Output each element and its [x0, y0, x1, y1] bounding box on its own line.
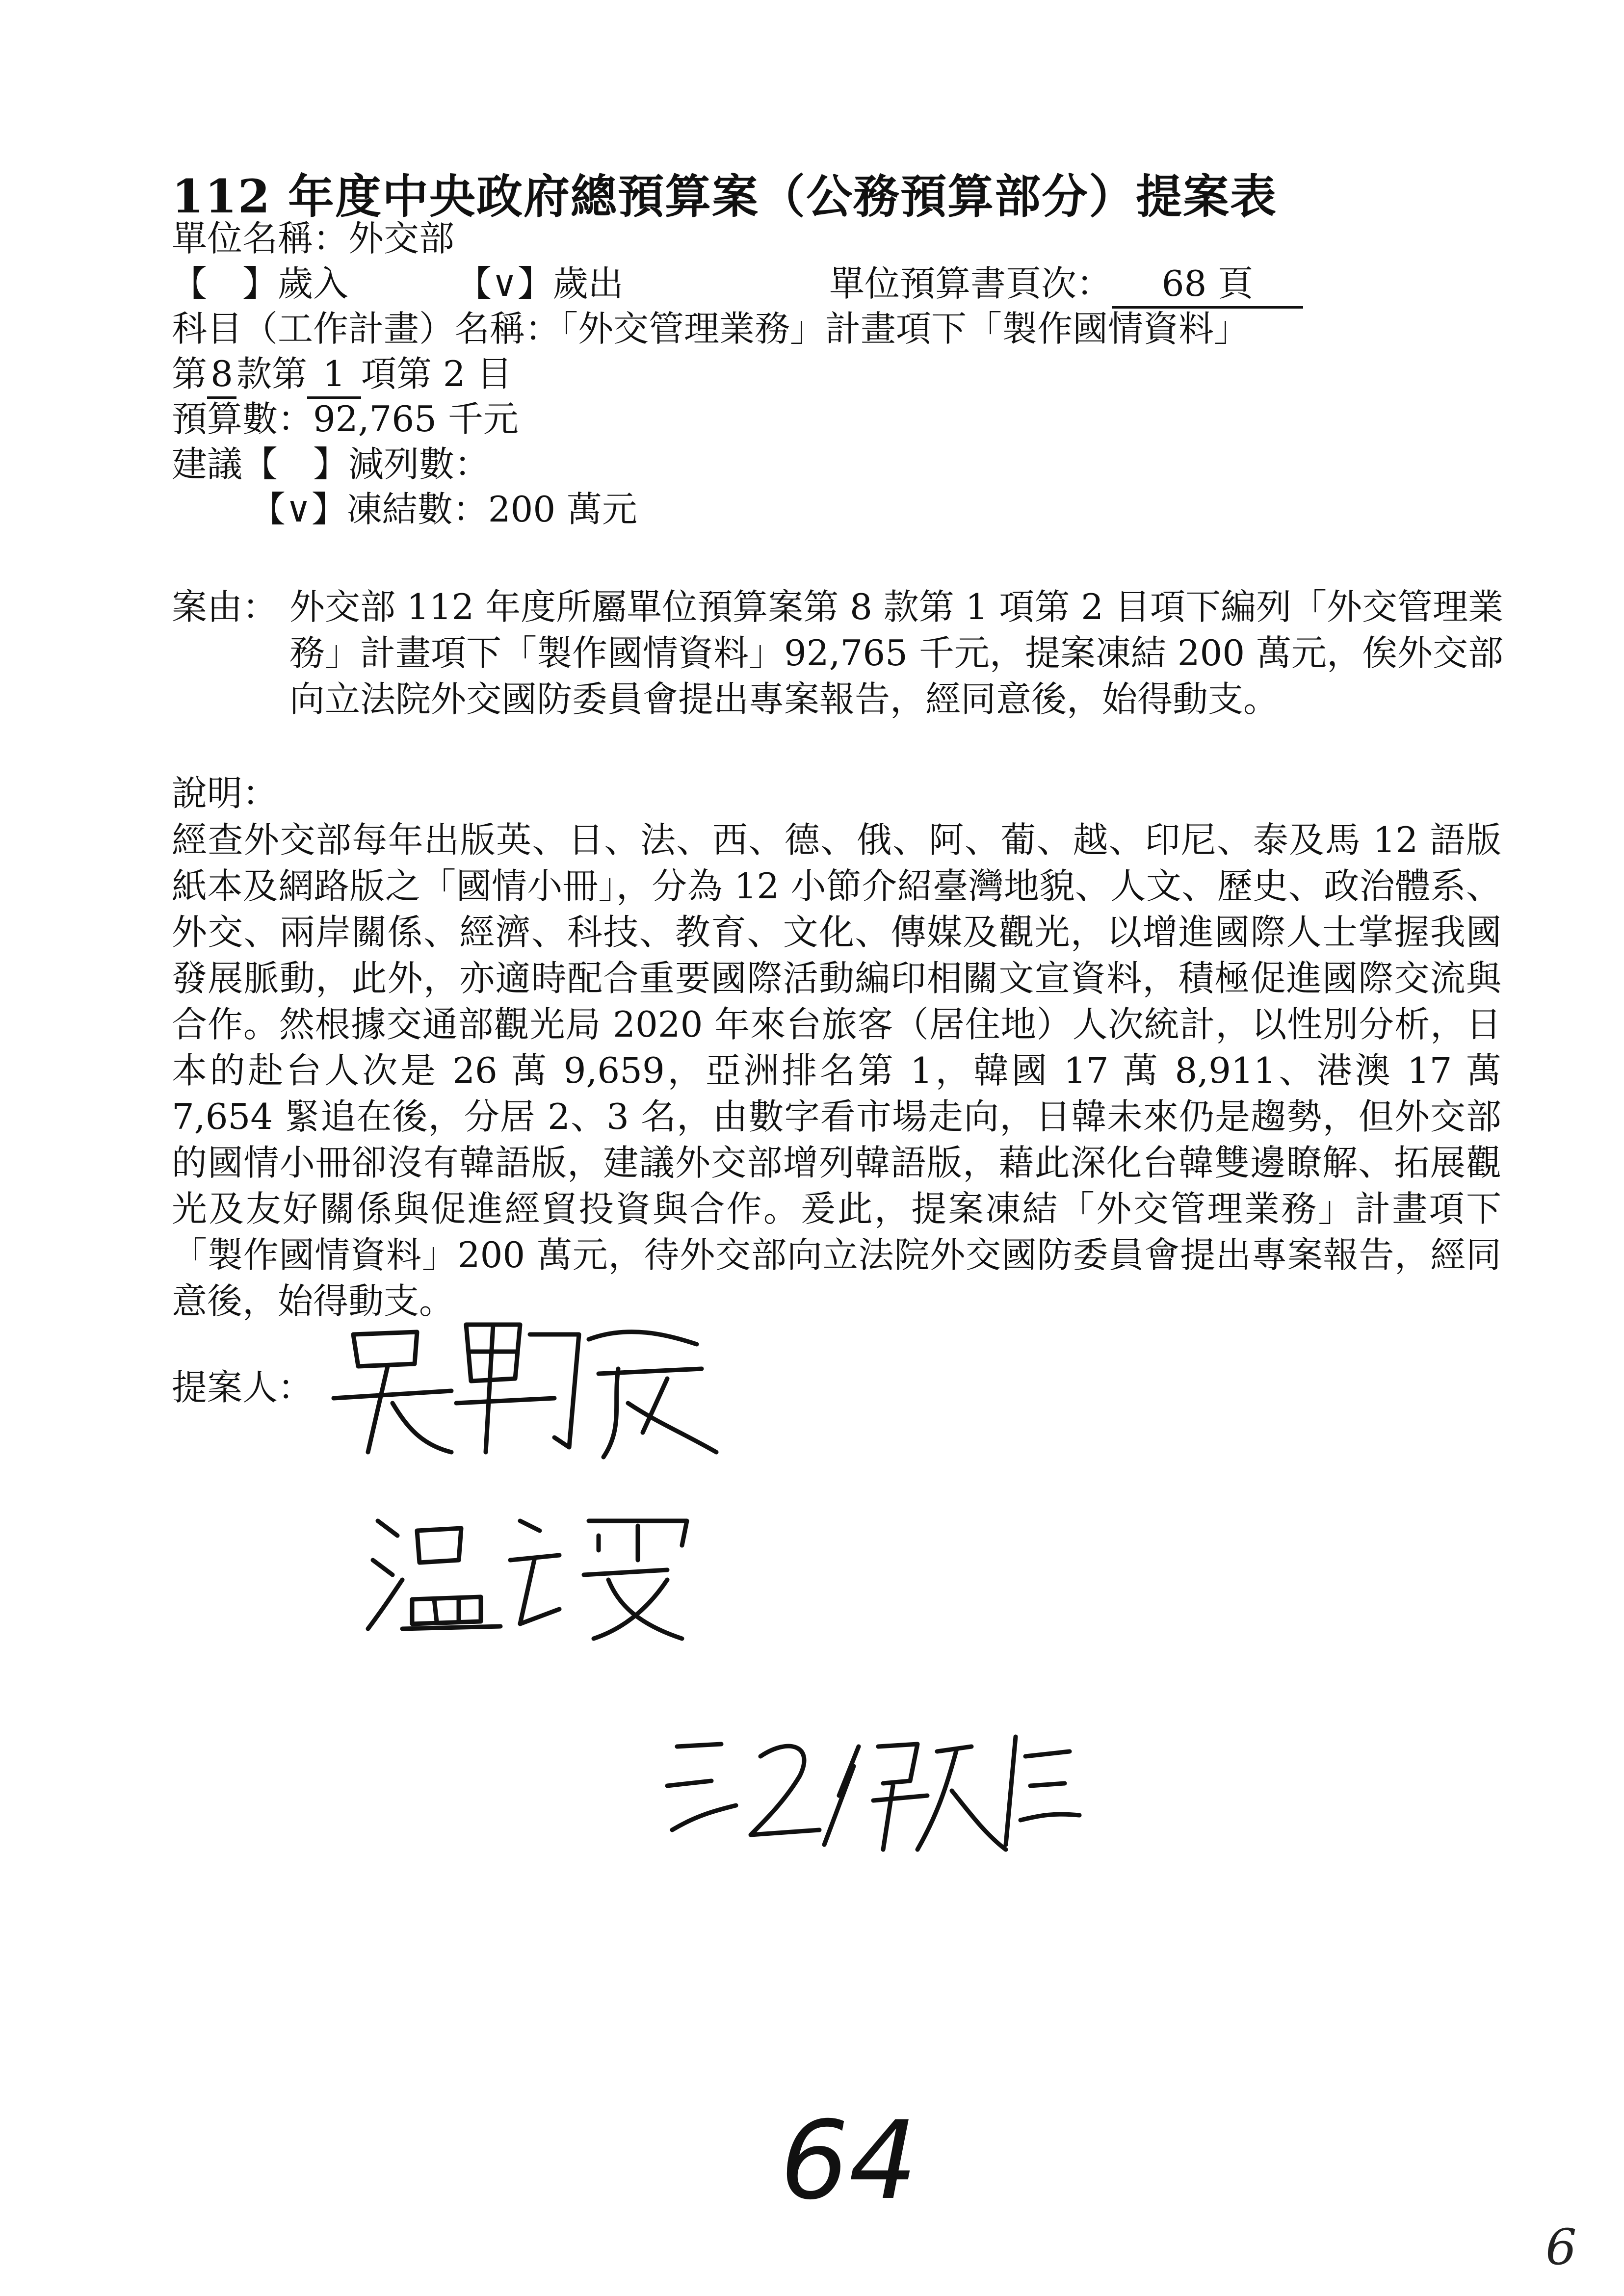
- explanation-label: 說明：: [172, 773, 278, 814]
- suggest-freeze: 【∨】凍結數：200 萬元: [250, 489, 638, 530]
- signature-2: [363, 1501, 716, 1648]
- section-line: [172, 351, 512, 399]
- budget-page-value: 68 頁: [1112, 261, 1303, 309]
- reason-text: 外交部 112 年度所屬單位預算案第 8 款第 1 項第 2 目項下編列「外交管理業務」計畫項下「製作國情資料」92,765 千元，提案凍結 200 萬元，俟外交部向立法院外交國防委員會提出專案報告，經同意後，始得動支。: [289, 586, 1504, 720]
- proposer-label: 提案人：: [172, 1367, 314, 1408]
- subject-line: 科目（工作計畫）名稱：「外交管理業務」計畫項下「製作國情資料」: [172, 308, 1250, 349]
- budget-type-row: [172, 261, 348, 306]
- corner-page-number-text: 6: [1545, 2218, 1577, 2276]
- budget-page-row: [829, 261, 1303, 309]
- section-xiang: 1: [307, 351, 361, 399]
- signature-3: [662, 1717, 1084, 1864]
- section-mid: 款第: [236, 353, 308, 394]
- unit-name: 單位名稱：外交部: [172, 218, 455, 259]
- budget-amount: 預算數：92,765 千元: [172, 398, 519, 440]
- reason-label: 案由：: [172, 586, 278, 627]
- section-suffix: 項第 2 目: [361, 353, 512, 394]
- corner-page-number: [1541, 2218, 1585, 2276]
- income-checkbox-label: 【 】歲入: [172, 263, 349, 304]
- budget-page-label: 單位預算書頁次：: [829, 263, 1112, 304]
- handwritten-page-number-text: 64: [780, 2105, 917, 2218]
- explanation-text: 經查外交部每年出版英、日、法、西、德、俄、阿、葡、越、印尼、泰及馬 12 語版紙本及網路版之「國情小冊」，分為 12 小節介紹臺灣地貌、人文、歷史、政治體系、外交、兩岸關係、經濟、科技、教育、文化、傳媒及觀光，以增進國際人士掌握我國發展脈動，此外，亦適時配合重要國際活動編印相關文宣資料，積極促進國際交流與合作。然根據交通部觀光局 2020 年來台旅客（居住地）人次統計，以性別分析，日本的赴台人次是 26 萬 9,659，亞洲排名第 1，韓國 17 萬 8,911、港澳 17 萬 7,654 緊追在後，分居 2、3 名，由數字看市場走向，日韓未來仍是趨勢，但外交部的國情小冊卻沒有韓語版，建議外交部增列韓語版，藉此深化台韓雙邊瞭解、拓展觀光及友好關係與促進經貿投資與合作。爰此，提案凍結「外交管理業務」計畫項下「製作國情資料」200 萬元，待外交部向立法院外交國防委員會提出專案報告，經同意後，始得動支。: [172, 819, 1501, 1322]
- expense-checkbox-label: 【∨】歲出: [456, 263, 624, 304]
- suggest-cut: 建議【 】減列數：: [172, 444, 490, 485]
- handwritten-page-number: [775, 2105, 932, 2218]
- section-kuan: 8: [207, 351, 236, 399]
- signature-1: [324, 1305, 726, 1472]
- section-prefix: 第: [172, 353, 208, 394]
- page-title: 112 年度中央政府總預算案（公務預算部分）提案表: [172, 170, 1277, 224]
